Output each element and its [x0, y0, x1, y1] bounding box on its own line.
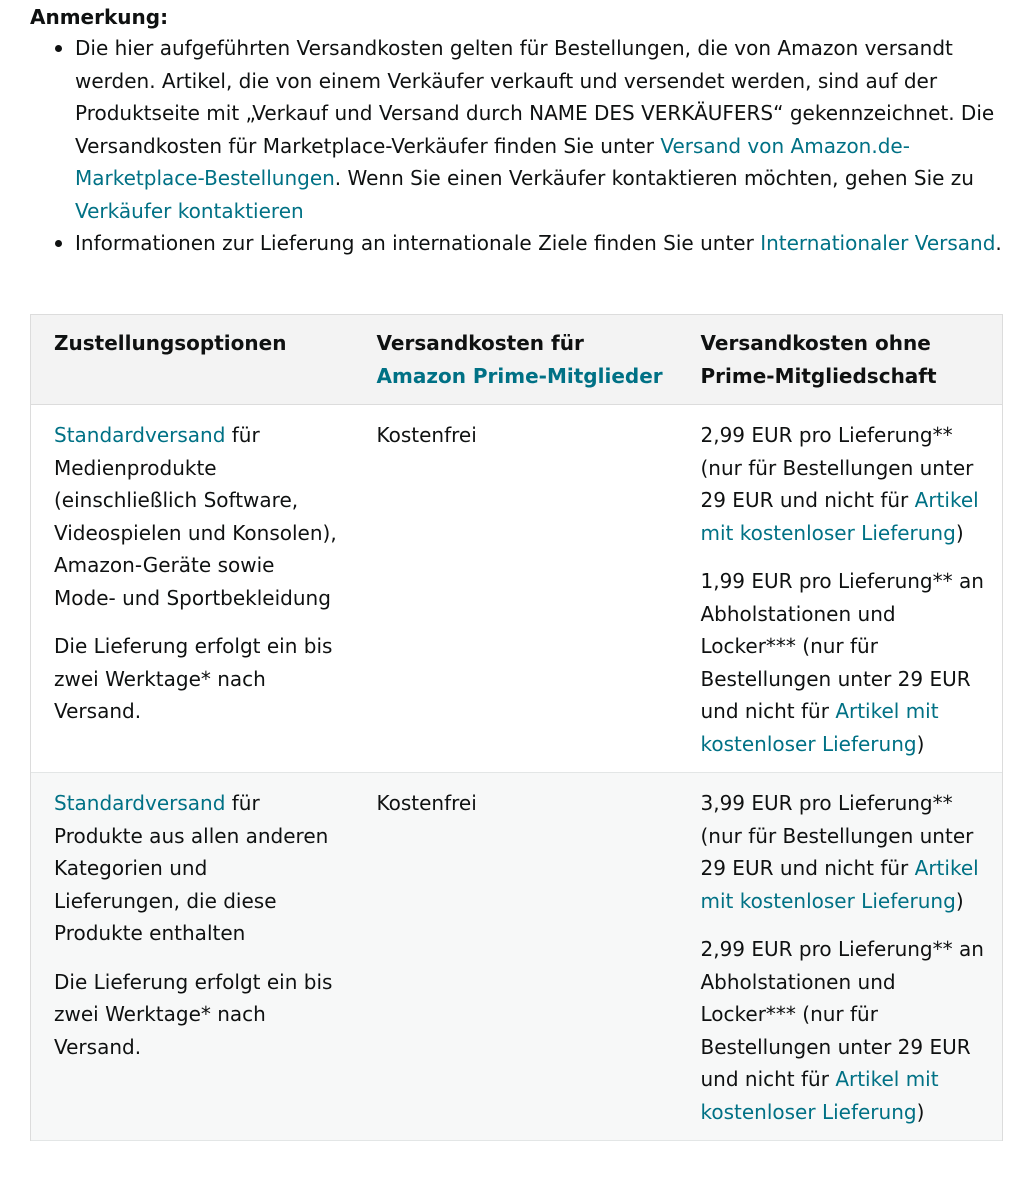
- note-text: . Wenn Sie einen Verkäufer kontaktieren möchten, gehen Sie zu: [334, 166, 974, 190]
- cost-text-end: ): [955, 888, 964, 913]
- note-item-international: [30, 227, 1002, 260]
- note-text: Informationen zur Lieferung an internationale Ziele finden Sie unter: [75, 231, 761, 255]
- cost-text-end: ): [916, 731, 925, 756]
- header-prime-cost: [354, 315, 678, 405]
- prime-cost-value: Kostenfrei: [376, 423, 477, 447]
- free-delivery-items-link[interactable]: Artikel mit kostenloser Lieferung: [700, 1067, 939, 1124]
- note-list: [30, 32, 1002, 260]
- note-text: .: [995, 231, 1002, 255]
- marketplace-shipping-link[interactable]: Versand von Amazon.de-Marketplace-Bestellungen: [75, 133, 910, 190]
- option-cell: [31, 405, 354, 773]
- non-prime-cost-cell: [678, 773, 1003, 1141]
- contact-seller-link[interactable]: Verkäufer kontaktieren: [75, 198, 304, 223]
- cost-text: 2,99 EUR pro Lieferung** (nur für Bestellungen unter 29 EUR und nicht für: [700, 423, 974, 512]
- prime-members-link[interactable]: Amazon Prime-Mitglieder: [376, 363, 663, 388]
- cost-standard: [701, 787, 989, 917]
- note-item-marketplace: [30, 32, 1002, 227]
- shipping-info-page: [0, 0, 1018, 260]
- header-delivery-options: Zustellungsoptionen: [31, 315, 354, 405]
- standard-shipping-link[interactable]: Standardversand: [54, 423, 226, 447]
- option-text: für Medienprodukte (einschließlich Software, Videospielen und Konsolen), Amazon-Geräte sowie Mode- und Sportbekleidung: [54, 423, 337, 610]
- prime-cost-cell: [354, 405, 678, 773]
- table-row: [31, 405, 1003, 773]
- international-shipping-link[interactable]: Internationaler Versand: [760, 231, 996, 255]
- cost-text: 1,99 EUR pro Lieferung** an Abholstationen und Locker*** (nur für Bestellungen unter 29 EUR und nicht für: [700, 569, 984, 723]
- note-title: Anmerkung:: [30, 5, 169, 29]
- cost-pickup: [701, 565, 989, 760]
- table-header-row: [31, 315, 1003, 405]
- cost-text: 3,99 EUR pro Lieferung** (nur für Bestellungen unter 29 EUR und nicht für: [700, 791, 974, 880]
- non-prime-cost-cell: [678, 405, 1003, 773]
- shipping-cost-table: [30, 314, 1003, 1141]
- note-text: Die hier aufgeführten Versandkosten gelten für Bestellungen, die von Amazon versandt werden. Artikel, die von einem Verkäufer verkauft und versendet werden, sind auf der Produktseite mit „Verkauf und Versand durch NAME DES VERKÄUFERS“ gekennzeichnet. Die Versandkosten für Marketplace-Verkäufer finden Sie unter: [75, 36, 995, 158]
- option-text: für Produkte aus allen anderen Kategorien und Lieferungen, die diese Produkte enthalten: [54, 791, 329, 945]
- free-delivery-items-link[interactable]: Artikel mit kostenloser Lieferung: [700, 856, 979, 913]
- delivery-note: Die Lieferung erfolgt ein bis zwei Werktage* nach Versand.: [54, 634, 333, 723]
- option-description: [54, 419, 340, 614]
- table-row: [31, 773, 1003, 1141]
- option-description: [54, 787, 340, 950]
- standard-shipping-link[interactable]: Standardversand: [54, 791, 226, 815]
- cost-text-end: ): [955, 520, 964, 545]
- free-delivery-items-link[interactable]: Artikel mit kostenloser Lieferung: [700, 699, 939, 756]
- header-non-prime-cost: Versandkosten ohne Prime-Mitgliedschaft: [678, 315, 1003, 405]
- free-delivery-items-link[interactable]: Artikel mit kostenloser Lieferung: [700, 488, 979, 545]
- option-cell: [31, 773, 354, 1141]
- prime-cost-value: Kostenfrei: [376, 791, 477, 815]
- cost-text: 2,99 EUR pro Lieferung** an Abholstationen und Locker*** (nur für Bestellungen unter 29 EUR und nicht für: [700, 937, 984, 1091]
- header-text: Versandkosten für: [376, 331, 584, 355]
- delivery-note: Die Lieferung erfolgt ein bis zwei Werktage* nach Versand.: [54, 969, 333, 1059]
- cost-standard: [701, 419, 989, 549]
- prime-cost-cell: [354, 773, 678, 1141]
- cost-text-end: ): [916, 1099, 925, 1124]
- cost-pickup: [701, 933, 989, 1128]
